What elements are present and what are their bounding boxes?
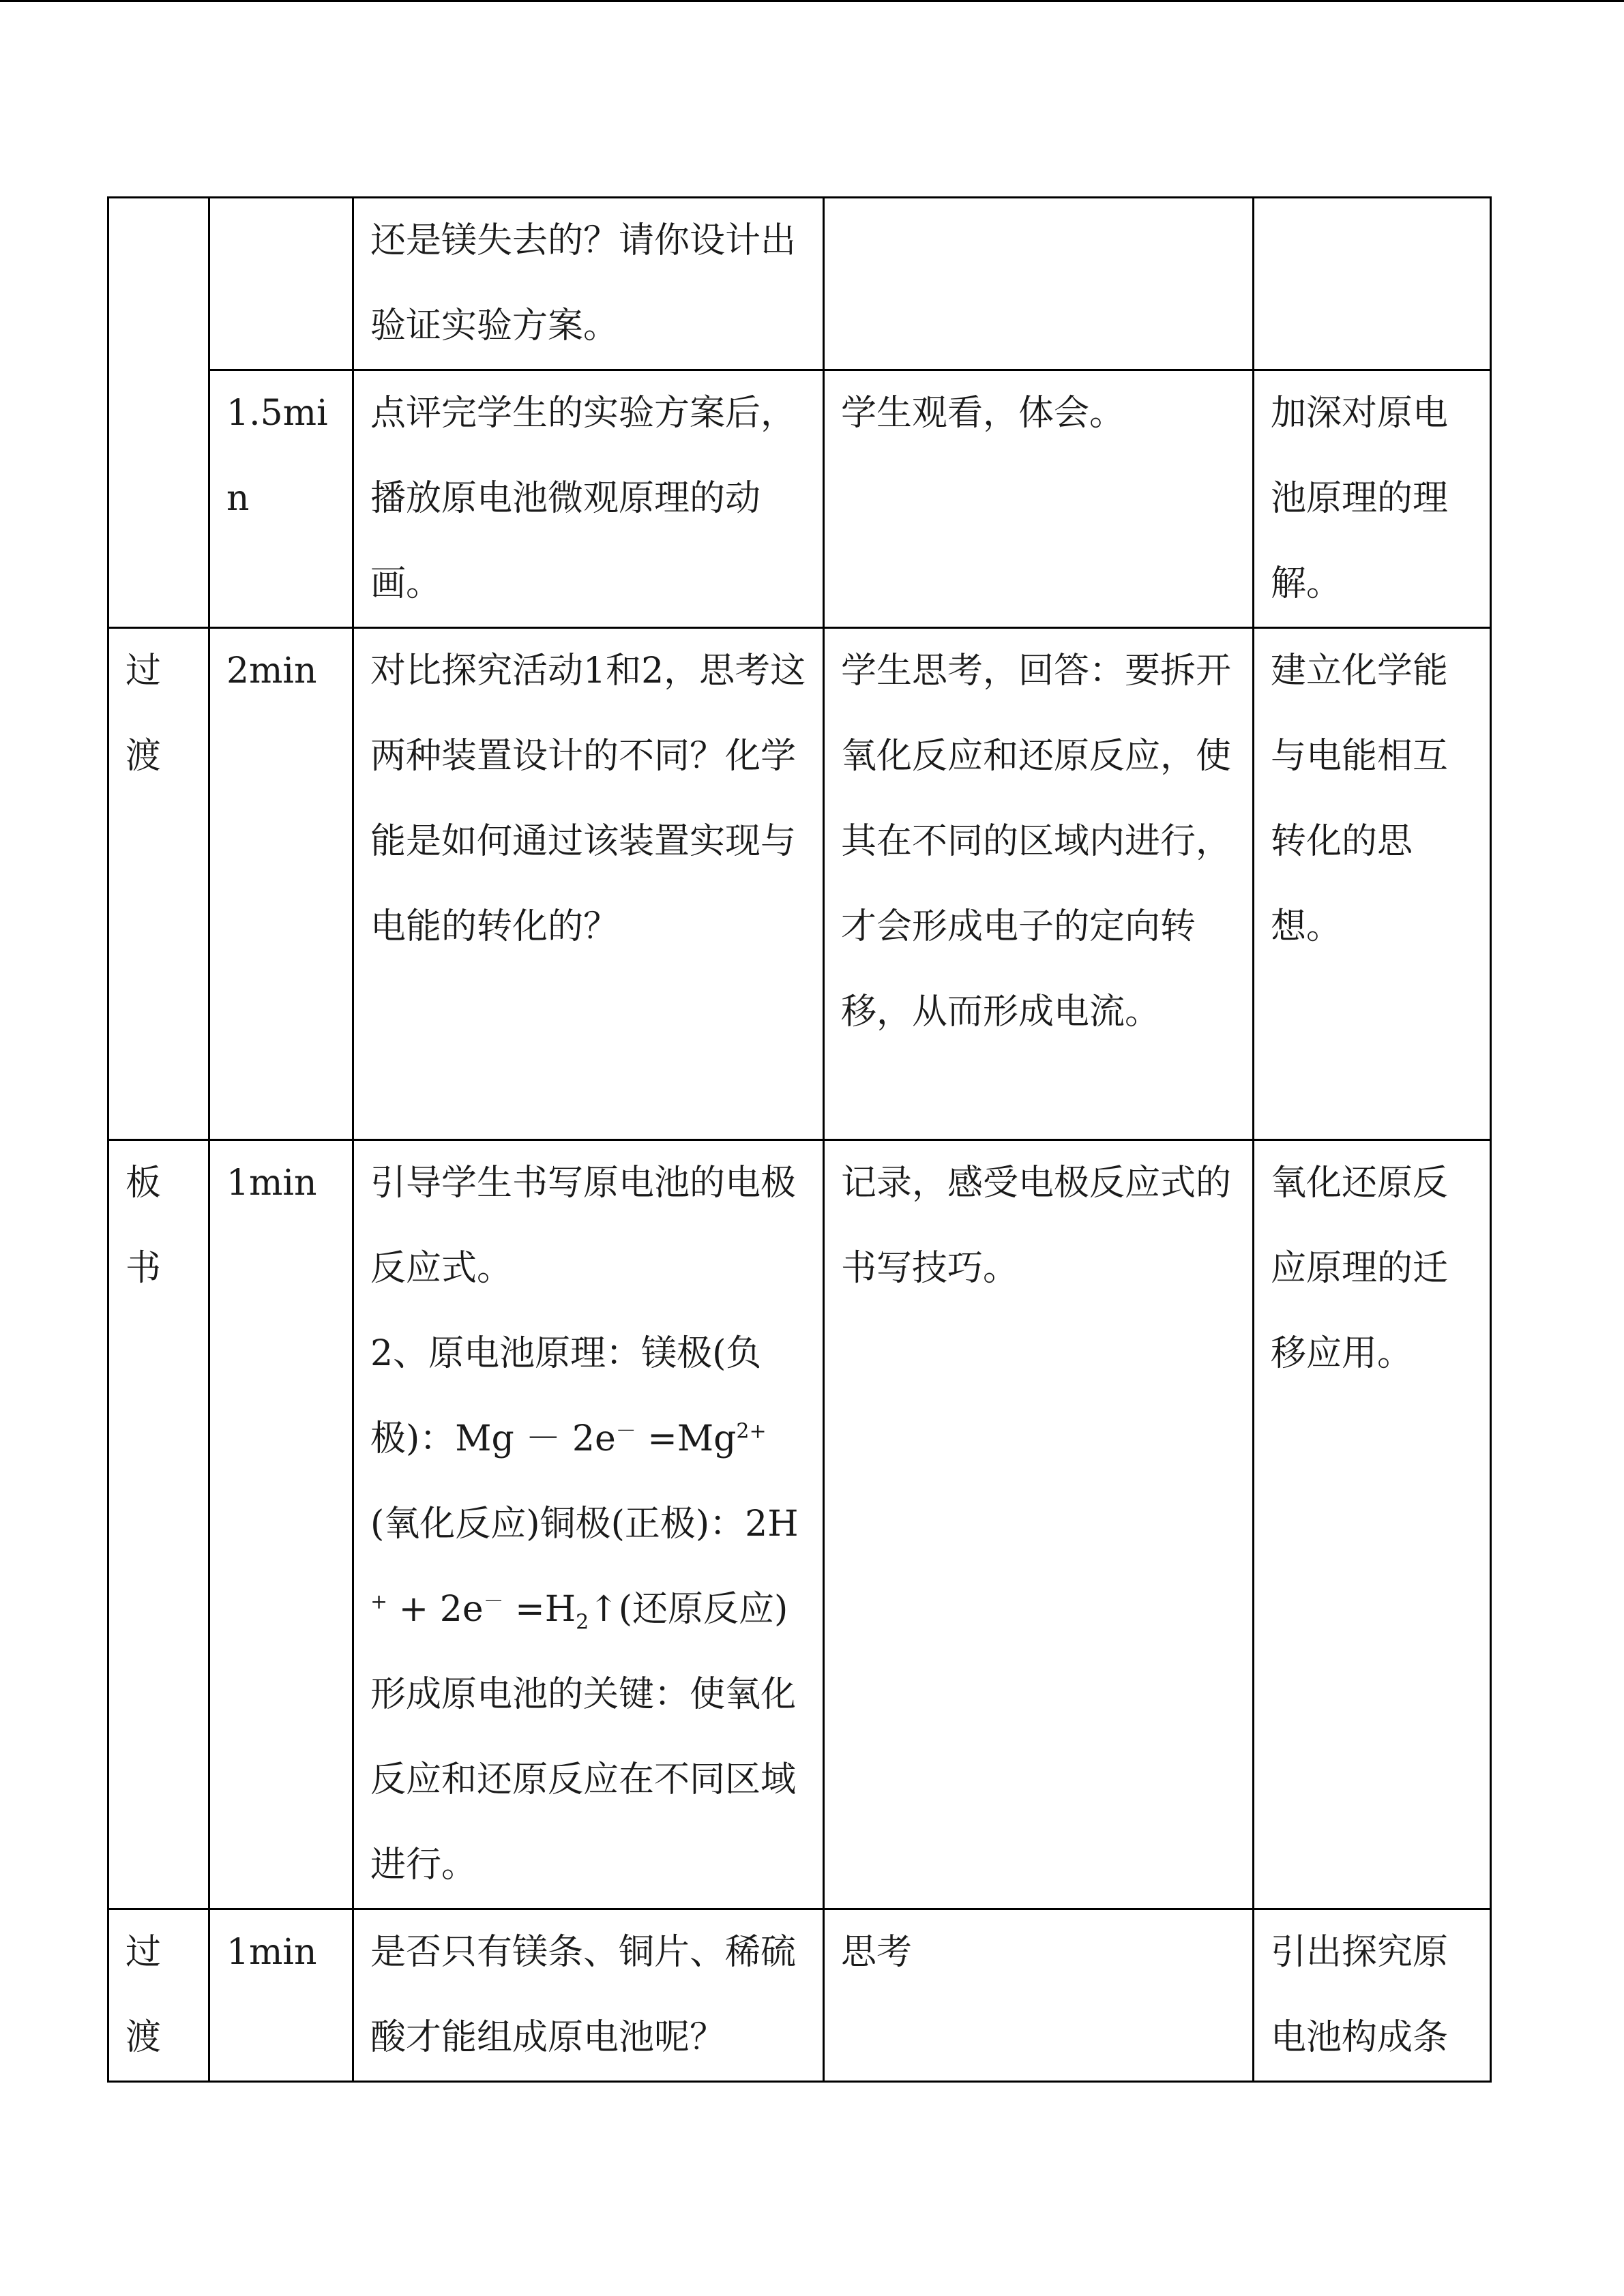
teacher-activity-cell xyxy=(353,1140,824,1909)
board-intro-text: 引导学生书写原电池的电极反应式。 xyxy=(370,1163,797,1289)
time-cell: 1min xyxy=(209,1909,353,2082)
time-cell xyxy=(209,198,353,370)
table-row xyxy=(108,198,1491,370)
table-row xyxy=(108,370,1491,628)
teacher-activity-cell: 还是镁失去的？请你设计出验证实验方案。 xyxy=(353,198,824,370)
electrode-equation: 2、原电池原理：镁极(负极)：$Mg - 2e^- =Mg^{2+}$(氧化反应)铜极(正极)：$2H^+ + 2e^- =H_2↑$(还原反应) xyxy=(370,1333,799,1635)
page-top-border xyxy=(0,0,1624,2)
student-activity-cell: 学生观看，体会。 xyxy=(824,370,1254,628)
stage-cell: 过渡 xyxy=(108,1909,209,2082)
teacher-activity-cell: 点评完学生的实验方案后，播放原电池微观原理的动画。 xyxy=(353,370,824,628)
student-activity-cell: 学生思考，回答：要拆开氧化反应和还原反应，使其在不同的区域内进行，才会形成电子的定向转移，从而形成电流。 xyxy=(824,628,1254,1140)
time-cell: 2min xyxy=(209,628,353,1140)
student-activity-cell: 思考 xyxy=(824,1909,1254,2082)
stage-cell xyxy=(108,198,209,628)
teacher-activity-cell: 对比探究活动1和2，思考这两种装置设计的不同？化学能是如何通过该装置实现与电能的转化的？ xyxy=(353,628,824,1140)
design-intent-cell: 引出探究原电池构成条 xyxy=(1254,1909,1491,2082)
stage-cell: 板书 xyxy=(108,1140,209,1909)
time-cell: 1.5min xyxy=(209,370,353,628)
lesson-plan-table xyxy=(107,196,1492,2083)
design-intent-cell: 加深对原电池原理的理解。 xyxy=(1254,370,1491,628)
design-intent-cell: 氧化还原反应原理的迁移应用。 xyxy=(1254,1140,1491,1909)
table-row xyxy=(108,1140,1491,1909)
teacher-activity-cell: 是否只有镁条、铜片、稀硫酸才能组成原电池呢？ xyxy=(353,1909,824,2082)
design-intent-cell xyxy=(1254,198,1491,370)
student-activity-cell xyxy=(824,198,1254,370)
stage-cell: 过渡 xyxy=(108,628,209,1140)
board-key-point: 形成原电池的关键：使氧化反应和还原反应在不同区域进行。 xyxy=(370,1674,797,1885)
design-intent-cell: 建立化学能与电能相互转化的思想。 xyxy=(1254,628,1491,1140)
table-row xyxy=(108,1909,1491,2082)
student-activity-cell: 记录，感受电极反应式的书写技巧。 xyxy=(824,1140,1254,1909)
table-row xyxy=(108,628,1491,1140)
time-cell: 1min xyxy=(209,1140,353,1909)
